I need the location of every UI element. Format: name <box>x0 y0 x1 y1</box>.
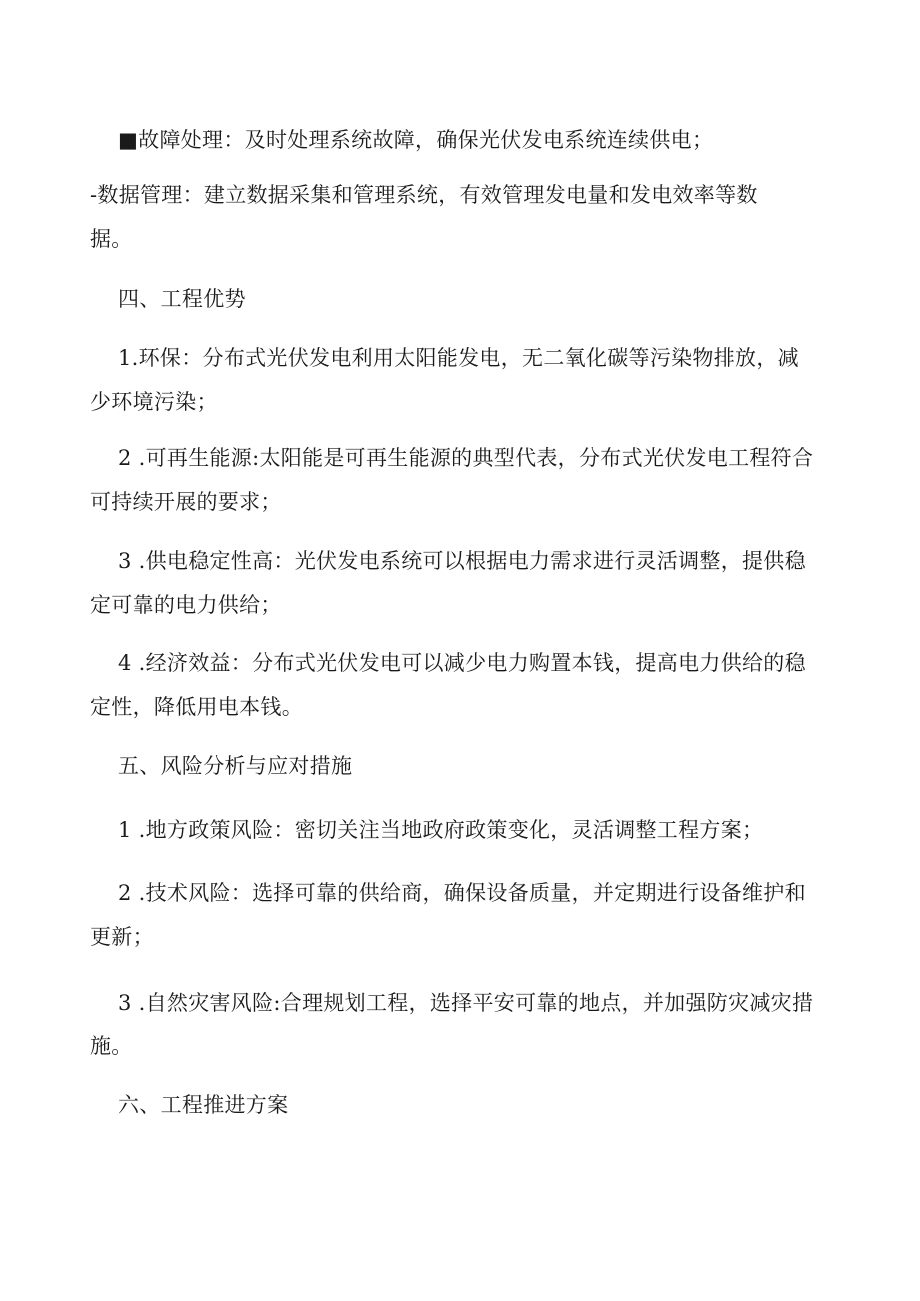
advantage-3-line-1: 3 .供电稳定性高：光伏发电系统可以根据电力需求进行灵活调整，提供稳 <box>118 549 806 573</box>
advantage-2-line-2: 可持续开展的要求； <box>90 490 282 514</box>
advantage-1-line-1: 1.环保：分布式光伏发电利用太阳能发电，无二氧化碳等污染物排放，减 <box>118 346 799 370</box>
advantage-4-line-1: 4 .经济效益：分布式光伏发电可以减少电力购置本钱，提高电力供给的稳 <box>118 651 806 675</box>
advantage-3-line-2: 定可靠的电力供给； <box>90 593 282 617</box>
fault-handling-line: ■故障处理：及时处理系统故障，确保光伏发电系统连续供电； <box>118 128 714 152</box>
section-5-title: 五、风险分析与应对措施 <box>118 754 353 778</box>
advantage-4-line-2: 定性，降低用电本钱。 <box>90 695 303 719</box>
data-management-line-1: -数据管理：建立数据采集和管理系统，有效管理发电量和发电效率等数 <box>90 183 758 207</box>
risk-2-line-1: 2 .技术风险：选择可靠的供给商，确保设备质量，并定期进行设备维护和 <box>118 881 806 905</box>
risk-3-line-1: 3 .自然灾害风险:合理规划工程，选择平安可靠的地点，并加强防灾减灾措 <box>118 991 814 1015</box>
section-6-title: 六、工程推进方案 <box>118 1093 289 1117</box>
risk-1-line-1: 1 .地方政策风险：密切关注当地政府政策变化，灵活调整工程方案； <box>118 818 764 842</box>
advantage-2-line-1: 2 .可再生能源:太阳能是可再生能源的典型代表，分布式光伏发电工程符合 <box>118 446 814 470</box>
section-4-title: 四、工程优势 <box>118 287 246 311</box>
risk-2-line-2: 更新； <box>90 925 154 949</box>
data-management-line-2: 据。 <box>90 227 133 251</box>
risk-3-line-2: 施。 <box>90 1034 133 1058</box>
advantage-1-line-2: 少环境污染； <box>90 390 218 414</box>
